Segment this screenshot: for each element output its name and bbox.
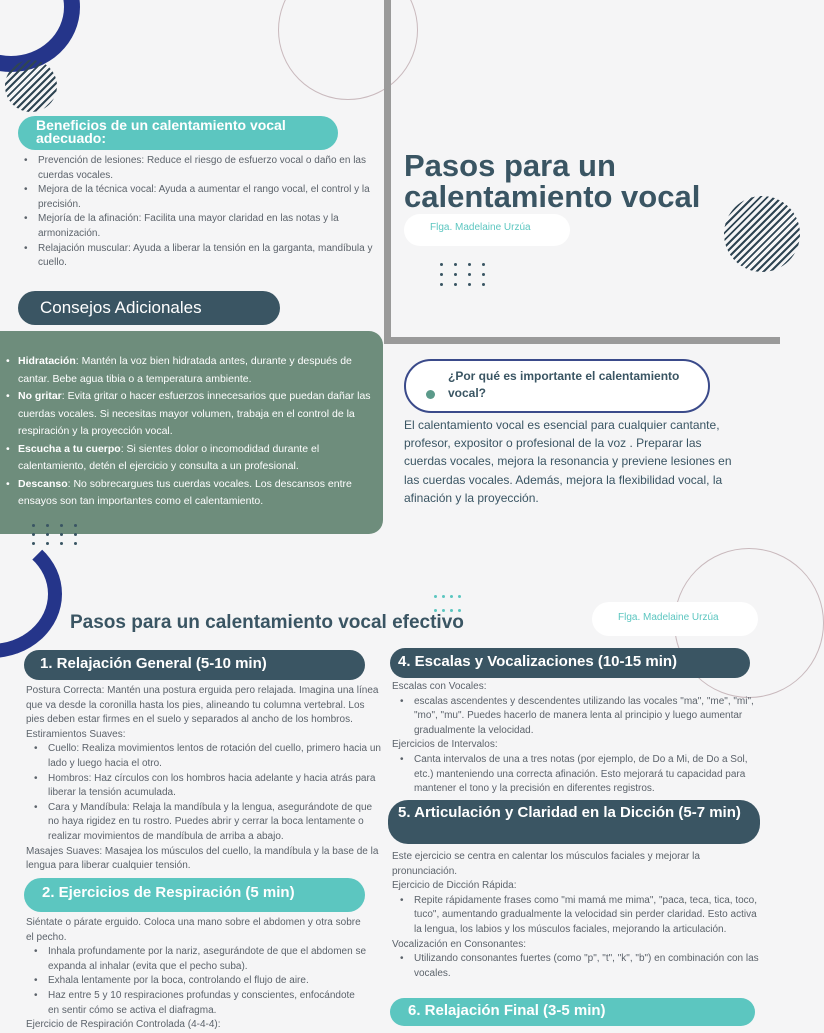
- step5-title: 5. Articulación y Claridad en la Dicción (5-7 min): [398, 804, 741, 821]
- benefits-title: Beneficios de un calentamiento vocal adecuado:: [36, 117, 286, 146]
- step5-content: [392, 850, 760, 981]
- step1-title-pill: [24, 650, 365, 680]
- step4-p2: Ejercicios de Intervalos:: [392, 739, 498, 751]
- tip-term: Descanso: [18, 477, 68, 490]
- step6-title: 6. Relajación Final (3-5 min): [408, 1002, 606, 1019]
- steps-title: Pasos para un calentamiento vocal efectivo: [70, 612, 464, 633]
- cover-author-pill: [404, 214, 570, 246]
- list-item: • Hombros: Haz círculos con los hombros hacia adelante y hacia atrás para liberar la tensión acumulada.: [40, 772, 382, 801]
- dot-grid-consejos: [32, 524, 77, 545]
- list-item: • Escucha a tu cuerpo: Si sientes dolor o incomodidad durante el calentamiento, detén el ejercicio y consulta a un profesional.: [6, 442, 320, 472]
- list-item: • Cuello: Realiza movimientos lentos de rotación del cuello, primero hacia un lado y luego hacia el otro.: [40, 742, 382, 771]
- step2-p2: Ejercicio de Respiración Controlada (4-4-4):: [26, 1019, 221, 1031]
- consejos-title: Consejos Adicionales: [40, 298, 202, 317]
- why-body: El calentamiento vocal es esencial para cualquier cantante, profesor, expositor o profesional de la voz . Preparar las cuerdas vocales, mejora la resonancia y previene lesiones en las cuerdas vocales. Además, mejora la flexibilidad vocal, la afinación y la proyección.: [404, 418, 732, 505]
- list-item: • escalas ascendentes y descendentes utilizando las vocales "ma", "me", "mi", "mo", "mu". Puedes hacerlo de manera lenta al principio y luego aumentar gradualmente la velocidad.: [406, 695, 760, 739]
- why-question: ¿Por qué es importante el calentamiento vocal?: [448, 369, 680, 400]
- navy-arc-steps: [0, 530, 62, 658]
- dot-grid-cover: [440, 263, 485, 286]
- step4-title: 4. Escalas y Vocalizaciones (10-15 min): [398, 653, 678, 670]
- list-item: • No gritar: Evita gritar o hacer esfuerzos innecesarios que puedan dañar las cuerdas vocales. Si necesitas mayor volumen, trabaja en el control de la respiración y la proyección vocal.: [6, 390, 371, 437]
- list-item: • Exhala lentamente por la boca, controlando el flujo de aire.: [40, 974, 366, 989]
- list-item: • Repite rápidamente frases como "mi mamá me mima", "paca, teca, tica, toco, tuco", aumentando gradualmente la velocidad sin perder claridad. Esto activa la lengua, los labios y los músculos faciales, mejorando la articulación.: [406, 894, 760, 938]
- step2-title-pill: [24, 878, 365, 912]
- cover-author: Flga. Madelaine Urzúa: [430, 222, 531, 233]
- list-item: • Canta intervalos de una a tres notas (por ejemplo, de Do a Mi, de Do a Sol, etc.) manteniendo una correcta afinación. Esto mejorará tu capacidad para mantener el tono y la precisión en diferentes registros.: [406, 753, 760, 797]
- step1-title: 1. Relajación General (5-10 min): [40, 655, 267, 672]
- step1-p2: Estiramientos Suaves:: [26, 728, 126, 740]
- hatched-circle-top-left: [5, 60, 57, 112]
- step1-p3: Masajes Suaves: Masajea los músculos del cuello, la mandíbula y la base de la lengua para liberar cualquier tensión.: [26, 845, 379, 872]
- list-item: • Hidratación: Mantén la voz bien hidratada antes, durante y después de cantar. Bebe agua tibia o a temperatura ambiente.: [6, 355, 352, 385]
- steps-author: Flga. Madelaine Urzúa: [618, 612, 719, 623]
- tip-term: No gritar: [18, 390, 62, 402]
- step5-p3: Vocalización en Consonantes:: [392, 938, 526, 950]
- tip-term: Escucha a tu cuerpo: [18, 442, 121, 455]
- list-item: • Utilizando consonantes fuertes (como "p", "t", "k", "b") en combinación con las vocales.: [406, 952, 760, 981]
- step2-content: [26, 916, 366, 1033]
- step4-p1: Escalas con Vocales:: [392, 681, 487, 692]
- tip-text: : No sobrecargues tus cuerdas vocales. Los descansos entre ensayos son tan importantes como el calentamiento.: [18, 477, 352, 507]
- consejos-title-pill: [18, 291, 280, 325]
- why-question-box: [404, 359, 710, 413]
- steps-author-pill: [592, 602, 758, 636]
- teal-dot-icon: [426, 390, 435, 399]
- dot-grid-steps: [434, 595, 461, 612]
- step1-p1: Postura Correcta: Mantén una postura erguida pero relajada. Imagina una línea que va desde la coronilla hasta los pies, alineando tu columna vertebral. Los pies deben estar firmes en el suelo y separados al ancho de los hombros.: [26, 685, 379, 726]
- step2-p1: Siéntate o párate erguido. Coloca una mano sobre el abdomen y otra sobre el pecho.: [26, 917, 361, 943]
- list-item: • Mejoría de la afinación: Facilita una mayor claridad en las notas y la armonización.: [30, 212, 376, 241]
- step5-p1: Este ejercicio se centra en calentar los músculos faciales y mejorar la pronunciación.: [392, 851, 700, 877]
- tip-text: : Si sientes dolor o incomodidad durante el calentamiento, detén el ejercicio y consulta a un profesional.: [18, 442, 320, 472]
- step5-p2: Ejercicio de Dicción Rápida:: [392, 880, 517, 892]
- consejos-panel: [0, 331, 383, 534]
- step4-title-pill: [390, 648, 750, 678]
- list-item: • Relajación muscular: Ayuda a liberar la tensión en la garganta, mandíbula y cuello.: [30, 242, 376, 271]
- tip-text: : Evita gritar o hacer esfuerzos innecesarios que puedan dañar las cuerdas vocales. Si necesitas mayor volumen, trabaja en el control de la respiración y la proyección vocal.: [18, 390, 371, 437]
- benefits-title-pill: [18, 116, 338, 150]
- tip-term: Hidratación: [18, 355, 76, 367]
- step2-title: 2. Ejercicios de Respiración (5 min): [42, 884, 295, 901]
- step6-title-pill: [390, 998, 755, 1026]
- tip-text: : Mantén la voz bien hidratada antes, durante y después de cantar. Bebe agua tibia o a temperatura ambiente.: [18, 355, 352, 385]
- list-item: • Prevención de lesiones: Reduce el riesgo de esfuerzo vocal o daño en las cuerdas vocales.: [30, 154, 376, 183]
- step5-title-pill: [388, 800, 760, 844]
- step1-content: [26, 684, 382, 874]
- benefits-list: [16, 154, 376, 271]
- step4-content: [392, 680, 760, 797]
- list-item: • Inhala profundamente por la nariz, asegurándote de que el abdomen se expanda al inhalar (evita que el pecho suba).: [40, 945, 366, 974]
- cover-title: Pasos para un calentamiento vocal: [404, 148, 701, 214]
- list-item: • Cara y Mandíbula: Relaja la mandíbula y la lengua, asegurándote de que no haya rigidez en tu rostro. Puedes abrir y cerrar la boca lentamente o realizar movimientos de mandíbula de arriba a abajo.: [40, 801, 382, 845]
- list-item: • Descanso: No sobrecargues tus cuerdas vocales. Los descansos entre ensayos son tan importantes como el calentamiento.: [6, 477, 352, 507]
- list-item: • Mejora de la técnica vocal: Ayuda a aumentar el rango vocal, el control y la precisión.: [30, 183, 376, 212]
- list-item: • Haz entre 5 y 10 respiraciones profundas y conscientes, enfocándote en sentir cómo se activa el diafragma.: [40, 989, 366, 1018]
